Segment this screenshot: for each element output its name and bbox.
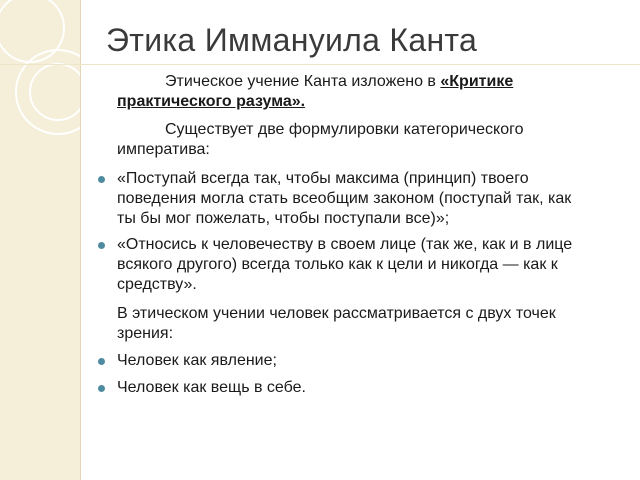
bullet-text: «Относись к человечеству в своем лице (так же, как и в лице всякого другого) всегда только как к цели и никогда — как к средству». [117, 236, 573, 293]
decorative-line-horizontal [0, 64, 640, 65]
bullet-item [100, 378, 580, 398]
critique-link[interactable]: «Критике практического разума». [117, 73, 514, 110]
bullet-item [100, 169, 580, 229]
bullet-item [100, 235, 580, 295]
bullet-item [100, 351, 580, 371]
bullet-dot-icon [98, 358, 105, 365]
bullet-text: Человек как явление; [117, 352, 277, 369]
slide-title: Этика Иммануила Канта [106, 22, 478, 58]
bullet-dot-icon [98, 176, 105, 183]
bullet-dot-icon [98, 242, 105, 249]
paragraph-viewpoints: В этическом учении человек рассматривается с двух точек зрения: [117, 305, 556, 342]
intro-text: Этическое учение Канта изложено в [165, 73, 441, 90]
bullet-text: «Поступай всегда так, чтобы максима (принцип) твоего поведения могла стать всеобщим законом (поступай так, как ты бы мог пожелать, чтобы поступали все)»; [117, 170, 572, 227]
paragraph-intro [100, 72, 580, 112]
paragraph-formulations: Существует две формулировки категорического императива: [117, 121, 524, 158]
bullet-dot-icon [98, 385, 105, 392]
bullet-text: Человек как вещь в себе. [117, 379, 306, 396]
decorative-line-vertical [80, 0, 81, 480]
slide-body [100, 72, 580, 398]
